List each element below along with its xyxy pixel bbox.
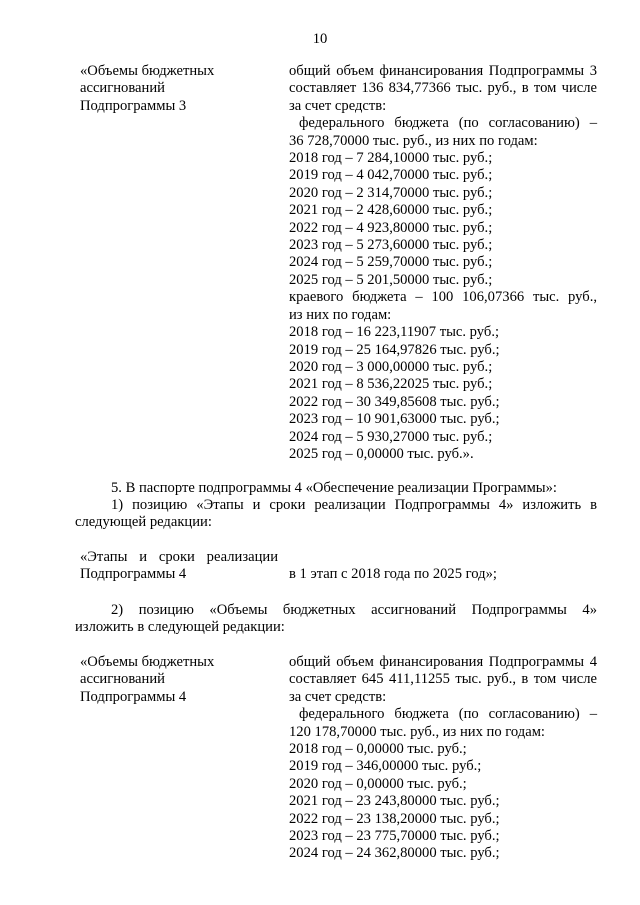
page-number: 10 xyxy=(312,31,328,47)
year-line: 2018 год – 0,00000 тыс. руб.; xyxy=(289,741,467,758)
text-line: составляет 136 834,77366 тыс. руб., в том числе xyxy=(289,80,597,97)
block-left-label xyxy=(80,654,280,706)
year-line: 2022 год – 30 349,85608 тыс. руб.; xyxy=(289,393,500,410)
year-line: 2018 год – 16 223,11907 тыс. руб.; xyxy=(289,324,500,341)
year-line: 2023 год – 10 901,63000 тыс. руб.; xyxy=(289,411,500,428)
text-line: общий объем финансирования Подпрограммы 4 xyxy=(289,654,597,670)
block-right-content xyxy=(289,566,597,583)
year-line: 2019 год – 4 042,70000 тыс. руб.; xyxy=(289,167,493,184)
year-line: 2024 год – 5 259,70000 тыс. руб.; xyxy=(289,254,493,271)
left-line: «Объемы бюджетных xyxy=(80,654,215,670)
year-line: 2021 год – 23 243,80000 тыс. руб.; xyxy=(289,793,500,810)
text-line: федерального бюджета (по согласованию) – xyxy=(289,115,597,132)
left-line: «Объемы бюджетных xyxy=(80,63,215,79)
year-line: 2024 год – 24 362,80000 тыс. руб.; xyxy=(289,845,500,862)
year-line: 2020 год – 0,00000 тыс. руб.; xyxy=(289,775,467,792)
year-line: 2019 год – 346,00000 тыс. руб.; xyxy=(289,758,482,775)
text-line: изложить в следующей редакции: xyxy=(75,619,285,636)
left-line: Подпрограммы 3 xyxy=(80,97,187,114)
text-line: 120 178,70000 тыс. руб., из них по годам: xyxy=(289,723,545,740)
block-right-content xyxy=(289,63,597,463)
text-line: 1) позицию «Этапы и сроки реализации Подпрограммы 4» изложить в xyxy=(111,497,597,513)
year-line: 2023 год – 5 273,60000 тыс. руб.; xyxy=(289,237,493,254)
text-line: из них по годам: xyxy=(289,306,392,323)
text-line: в 1 этап с 2018 года по 2025 год»; xyxy=(289,566,497,582)
item-1-paragraph xyxy=(75,497,597,532)
year-line: 2019 год – 25 164,97826 тыс. руб.; xyxy=(289,341,500,358)
year-line: 2021 год – 8 536,22025 тыс. руб.; xyxy=(289,376,493,393)
text-line: общий объем финансирования Подпрограммы 3 xyxy=(289,63,597,79)
year-line: 2025 год – 5 201,50000 тыс. руб.; xyxy=(289,271,493,288)
block-left-label xyxy=(80,549,278,584)
left-line: ассигнований xyxy=(80,80,165,97)
year-line: 2021 год – 2 428,60000 тыс. руб.; xyxy=(289,202,493,219)
year-line: 2025 год – 0,00000 тыс. руб.». xyxy=(289,445,474,462)
item-2-paragraph xyxy=(75,602,597,637)
section-5-heading: 5. В паспорте подпрограммы 4 «Обеспечение реализации Программы»: xyxy=(111,480,557,496)
block-right-content xyxy=(289,654,597,863)
left-line: Подпрограммы 4 xyxy=(80,688,187,705)
text-line: 2) позицию «Объемы бюджетных ассигнований Подпрограммы 4» xyxy=(111,602,597,618)
year-line: 2020 год – 2 314,70000 тыс. руб.; xyxy=(289,184,493,201)
text-line: следующей редакции: xyxy=(75,514,212,531)
text-line: федерального бюджета (по согласованию) – xyxy=(289,706,597,723)
left-line: ассигнований xyxy=(80,671,165,688)
year-line: 2018 год – 7 284,10000 тыс. руб.; xyxy=(289,150,493,167)
left-line: Подпрограммы 4 xyxy=(80,566,187,583)
year-line: 2020 год – 3 000,00000 тыс. руб.; xyxy=(289,358,493,375)
text-line: составляет 645 411,11255 тыс. руб., в том числе xyxy=(289,671,597,688)
year-line: 2023 год – 23 775,70000 тыс. руб.; xyxy=(289,828,500,845)
text-line: за счет средств: xyxy=(289,688,387,705)
block-left-label xyxy=(80,63,280,115)
year-line: 2024 год – 5 930,27000 тыс. руб.; xyxy=(289,428,493,445)
year-line: 2022 год – 23 138,20000 тыс. руб.; xyxy=(289,810,500,827)
text-line: краевого бюджета – 100 106,07366 тыс. руб., xyxy=(289,289,597,306)
left-line: «Этапы и сроки реализации xyxy=(80,549,278,565)
year-line: 2022 год – 4 923,80000 тыс. руб.; xyxy=(289,219,493,236)
text-line: 36 728,70000 тыс. руб., из них по годам: xyxy=(289,132,538,149)
text-line: за счет средств: xyxy=(289,97,387,114)
